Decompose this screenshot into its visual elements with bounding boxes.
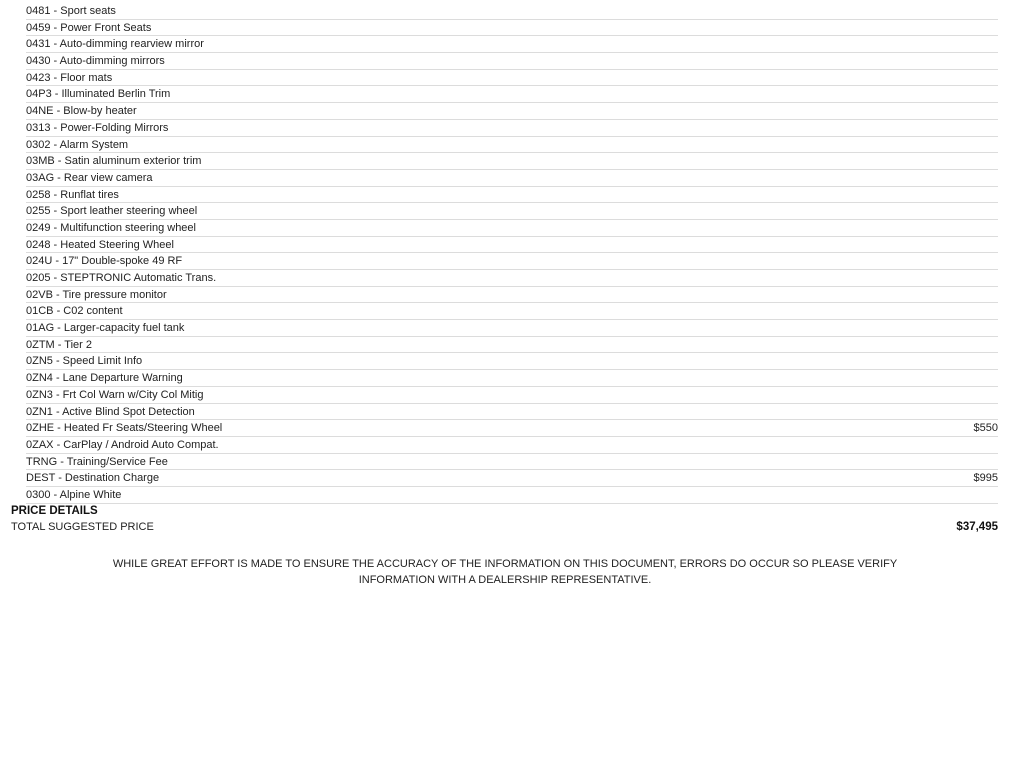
option-row [26, 120, 998, 137]
option-text: 03AG - Rear view camera [26, 171, 153, 184]
price-details-heading: PRICE DETAILS [11, 505, 98, 517]
option-row [26, 487, 998, 504]
option-row [26, 387, 998, 404]
option-text: 0302 - Alarm System [26, 138, 129, 151]
option-row [26, 237, 998, 254]
option-row [26, 36, 998, 53]
option-text: 0248 - Heated Steering Wheel [26, 238, 174, 251]
option-text: 03MB - Satin aluminum exterior trim [26, 155, 202, 168]
option-row [26, 170, 998, 187]
option-price: $995 [973, 472, 998, 485]
option-row [26, 270, 998, 287]
option-text: 01CB - C02 content [26, 305, 123, 318]
option-row [26, 103, 998, 120]
total-price-value: $37,495 [956, 521, 998, 533]
option-text: 0300 - Alpine White [26, 488, 122, 501]
option-row [26, 303, 998, 320]
option-text: 0ZN5 - Speed Limit Info [26, 355, 143, 368]
option-row [26, 220, 998, 237]
option-text: 0ZN3 - Frt Col Warn w/City Col Mitig [26, 388, 204, 401]
option-row [26, 3, 998, 20]
option-row [26, 86, 998, 103]
option-row [26, 470, 998, 487]
option-text: 0249 - Multifunction steering wheel [26, 221, 196, 234]
option-row [26, 454, 998, 471]
option-text: 0ZAX - CarPlay / Android Auto Compat. [26, 438, 219, 451]
option-text: TRNG - Training/Service Fee [26, 455, 168, 468]
option-text: 04NE - Blow-by heater [26, 105, 137, 118]
option-price: $550 [973, 422, 998, 435]
option-row [26, 404, 998, 421]
option-row [26, 20, 998, 37]
option-text: 0258 - Runflat tires [26, 188, 119, 201]
option-row [26, 420, 998, 437]
option-text: 0459 - Power Front Seats [26, 21, 152, 34]
option-row [26, 53, 998, 70]
option-text: 0431 - Auto-dimming rearview mirror [26, 38, 204, 51]
option-text: 0430 - Auto-dimming mirrors [26, 55, 165, 68]
disclaimer-line-2: INFORMATION WITH A DEALERSHIP REPRESENTATIVE. [358, 574, 652, 586]
option-row [26, 203, 998, 220]
option-text: 0313 - Power-Folding Mirrors [26, 121, 169, 134]
option-row [26, 353, 998, 370]
option-row [26, 370, 998, 387]
option-row [26, 187, 998, 204]
option-text: 0ZTM - Tier 2 [26, 338, 93, 351]
option-text: DEST - Destination Charge [26, 472, 160, 485]
option-text: 0ZN1 - Active Blind Spot Detection [26, 405, 195, 418]
option-text: 0ZHE - Heated Fr Seats/Steering Wheel [26, 422, 223, 435]
option-text: 024U - 17" Double-spoke 49 RF [26, 255, 183, 268]
option-text: 0255 - Sport leather steering wheel [26, 205, 198, 218]
option-text: 02VB - Tire pressure monitor [26, 288, 167, 301]
disclaimer [60, 556, 950, 588]
total-price-label: TOTAL SUGGESTED PRICE [11, 521, 154, 533]
option-text: 0423 - Floor mats [26, 71, 113, 84]
option-row [26, 153, 998, 170]
option-text: 04P3 - Illuminated Berlin Trim [26, 88, 171, 101]
option-row [26, 437, 998, 454]
option-row [26, 320, 998, 337]
option-text: 0481 - Sport seats [26, 5, 116, 17]
option-row [26, 70, 998, 87]
options-list [26, 3, 998, 504]
price-details-section [11, 503, 998, 535]
option-text: 01AG - Larger-capacity fuel tank [26, 322, 185, 335]
option-row [26, 337, 998, 354]
disclaimer-line-1: WHILE GREAT EFFORT IS MADE TO ENSURE THE ACCURACY OF THE INFORMATION ON THIS DOCUMENT, ERRORS DO OCCUR SO PLEASE VERIFY [112, 558, 898, 570]
option-row [26, 287, 998, 304]
option-row [26, 253, 998, 270]
option-text: 0ZN4 - Lane Departure Warning [26, 372, 183, 385]
total-price-row [11, 519, 998, 535]
option-row [26, 137, 998, 154]
option-text: 0205 - STEPTRONIC Automatic Trans. [26, 272, 217, 284]
